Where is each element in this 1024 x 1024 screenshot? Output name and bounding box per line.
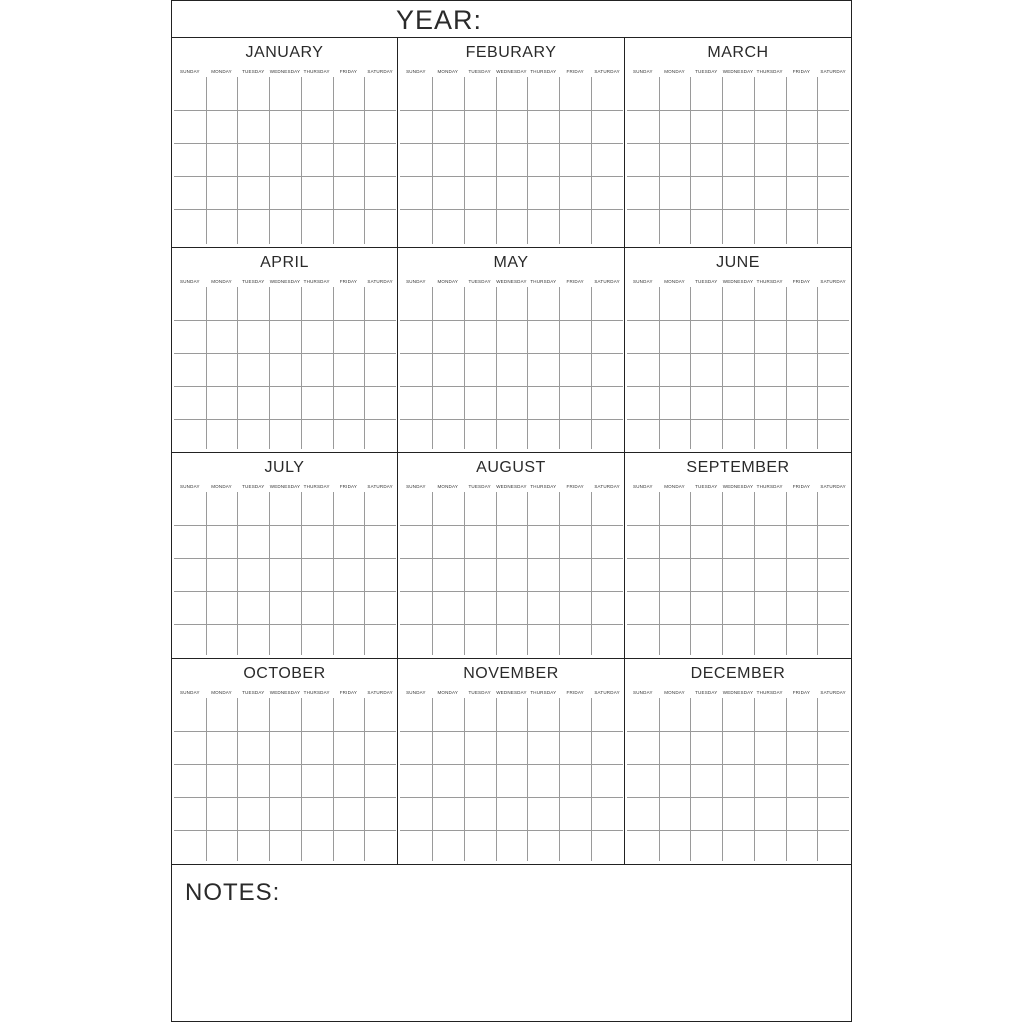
- grid-line: [400, 764, 623, 765]
- grid-line: [269, 492, 270, 655]
- weekday-header: TUESDAY: [695, 69, 718, 74]
- grid-line: [627, 320, 849, 321]
- grid-line: [269, 77, 270, 244]
- weekday-header: SATURDAY: [594, 279, 620, 284]
- weekday-header: FRIDAY: [792, 279, 811, 284]
- weekday-header: FRIDAY: [792, 69, 811, 74]
- month-name: AUGUST: [476, 459, 546, 476]
- weekday-header: FRIDAY: [566, 279, 584, 284]
- grid-line: [174, 353, 396, 354]
- month-name: JANUARY: [245, 44, 324, 61]
- grid-line: [627, 797, 849, 798]
- grid-line: [333, 77, 334, 244]
- month-september: [625, 453, 851, 659]
- weekday-header: SUNDAY: [180, 69, 200, 74]
- grid-line: [364, 287, 365, 449]
- weekday-header: SUNDAY: [180, 484, 200, 489]
- grid-line: [237, 287, 238, 449]
- weekday-header: FRIDAY: [566, 690, 584, 695]
- weekday-header: WEDNESDAY: [269, 484, 301, 489]
- grid-line: [400, 353, 623, 354]
- grid-line: [400, 386, 623, 387]
- weekday-header: FRIDAY: [792, 690, 811, 695]
- weekday-header: SUNDAY: [633, 279, 653, 284]
- grid-line: [174, 731, 396, 732]
- grid-line: [174, 419, 396, 420]
- grid-line: [754, 77, 755, 244]
- grid-line: [559, 492, 560, 655]
- weekday-header: FRIDAY: [339, 690, 358, 695]
- month-august: [398, 453, 625, 659]
- grid-line: [174, 176, 396, 177]
- weekday-header: SATURDAY: [820, 69, 846, 74]
- grid-line: [464, 77, 465, 244]
- notes-section: [172, 865, 851, 1021]
- grid-line: [400, 591, 623, 592]
- weekday-header: FRIDAY: [792, 484, 811, 489]
- grid-line: [496, 287, 497, 449]
- weekday-header: THURSDAY: [303, 690, 330, 695]
- grid-line: [627, 209, 849, 210]
- grid-line: [206, 287, 207, 449]
- grid-line: [754, 287, 755, 449]
- weekday-header: THURSDAY: [756, 484, 783, 489]
- weekday-header: WEDNESDAY: [496, 69, 527, 74]
- grid-line: [400, 110, 623, 111]
- grid-line: [627, 558, 849, 559]
- month-december: [625, 659, 851, 865]
- grid-line: [627, 386, 849, 387]
- grid-line: [817, 698, 818, 861]
- weekday-header: TUESDAY: [468, 279, 491, 284]
- grid-line: [690, 492, 691, 655]
- grid-line: [301, 492, 302, 655]
- month-may: [398, 248, 625, 453]
- grid-line: [174, 386, 396, 387]
- grid-line: [333, 698, 334, 861]
- grid-line: [591, 698, 592, 861]
- grid-line: [690, 77, 691, 244]
- month-name: JUNE: [716, 254, 760, 271]
- weekday-header: THURSDAY: [303, 484, 330, 489]
- grid-line: [301, 77, 302, 244]
- weekday-header: SUNDAY: [633, 69, 653, 74]
- weekday-header: SUNDAY: [180, 279, 200, 284]
- grid-line: [400, 209, 623, 210]
- grid-line: [174, 525, 396, 526]
- weekday-header: MONDAY: [211, 69, 232, 74]
- weekday-header: TUESDAY: [242, 484, 265, 489]
- weekday-header: SUNDAY: [406, 69, 426, 74]
- weekday-header: THURSDAY: [756, 279, 783, 284]
- grid-line: [722, 698, 723, 861]
- grid-line: [400, 176, 623, 177]
- grid-line: [591, 492, 592, 655]
- weekday-header: WEDNESDAY: [269, 69, 301, 74]
- weekday-header: THURSDAY: [530, 279, 557, 284]
- grid-line: [174, 143, 396, 144]
- weekday-header: SATURDAY: [594, 484, 620, 489]
- grid-line: [364, 492, 365, 655]
- month-feburary: [398, 38, 625, 248]
- weekday-header: MONDAY: [437, 279, 459, 284]
- weekday-header: THURSDAY: [303, 279, 330, 284]
- weekday-header: WEDNESDAY: [496, 484, 527, 489]
- grid-line: [627, 143, 849, 144]
- grid-line: [400, 731, 623, 732]
- weekday-header: THURSDAY: [530, 484, 557, 489]
- weekday-header: MONDAY: [664, 69, 685, 74]
- grid-line: [496, 77, 497, 244]
- weekday-header: MONDAY: [211, 690, 232, 695]
- weekday-header: SATURDAY: [594, 690, 620, 695]
- grid-line: [400, 143, 623, 144]
- grid-line: [786, 492, 787, 655]
- grid-line: [174, 591, 396, 592]
- grid-line: [722, 287, 723, 449]
- grid-line: [174, 110, 396, 111]
- notes-label: NOTES:: [185, 879, 281, 906]
- grid-line: [400, 419, 623, 420]
- grid-line: [400, 320, 623, 321]
- month-november: [398, 659, 625, 865]
- weekday-header: WEDNESDAY: [496, 690, 527, 695]
- grid-line: [237, 698, 238, 861]
- weekday-header: WEDNESDAY: [269, 690, 301, 695]
- weekday-header: TUESDAY: [468, 69, 491, 74]
- weekday-header: WEDNESDAY: [722, 690, 754, 695]
- grid-line: [627, 764, 849, 765]
- weekday-header: MONDAY: [437, 484, 459, 489]
- month-name: FEBURARY: [465, 44, 557, 61]
- grid-line: [174, 209, 396, 210]
- grid-line: [364, 77, 365, 244]
- weekday-header: TUESDAY: [468, 484, 491, 489]
- grid-line: [174, 624, 396, 625]
- weekday-header: TUESDAY: [695, 690, 718, 695]
- weekday-header: WEDNESDAY: [722, 69, 754, 74]
- weekday-header: WEDNESDAY: [722, 484, 754, 489]
- grid-line: [559, 698, 560, 861]
- weekday-header: SUNDAY: [180, 690, 200, 695]
- grid-line: [496, 492, 497, 655]
- weekday-header: TUESDAY: [468, 690, 491, 695]
- grid-line: [659, 77, 660, 244]
- weekday-header: THURSDAY: [530, 690, 557, 695]
- grid-line: [559, 77, 560, 244]
- year-label: YEAR:: [396, 5, 483, 35]
- grid-line: [237, 492, 238, 655]
- weekday-header: MONDAY: [211, 279, 232, 284]
- grid-line: [659, 698, 660, 861]
- weekday-header: THURSDAY: [303, 69, 330, 74]
- weekday-header: SATURDAY: [594, 69, 620, 74]
- year-row: [172, 1, 851, 38]
- weekday-header: THURSDAY: [756, 690, 783, 695]
- weekday-header: SATURDAY: [820, 690, 846, 695]
- grid-line: [432, 287, 433, 449]
- weekday-header: MONDAY: [664, 690, 685, 695]
- grid-line: [174, 797, 396, 798]
- grid-line: [754, 698, 755, 861]
- weekday-header: MONDAY: [211, 484, 232, 489]
- weekday-header: THURSDAY: [756, 69, 783, 74]
- grid-line: [527, 77, 528, 244]
- grid-line: [464, 492, 465, 655]
- grid-line: [786, 698, 787, 861]
- weekday-header: WEDNESDAY: [269, 279, 301, 284]
- grid-line: [432, 698, 433, 861]
- month-march: [625, 38, 851, 248]
- weekday-header: THURSDAY: [530, 69, 557, 74]
- weekday-header: FRIDAY: [566, 484, 584, 489]
- grid-line: [527, 287, 528, 449]
- weekday-header: FRIDAY: [339, 279, 358, 284]
- grid-line: [269, 287, 270, 449]
- weekday-header: SATURDAY: [820, 484, 846, 489]
- grid-line: [786, 77, 787, 244]
- grid-line: [206, 77, 207, 244]
- weekday-header: SUNDAY: [406, 279, 426, 284]
- grid-line: [400, 624, 623, 625]
- weekday-header: SUNDAY: [406, 484, 426, 489]
- weekday-header: MONDAY: [437, 69, 459, 74]
- grid-line: [432, 77, 433, 244]
- month-name: SEPTEMBER: [686, 459, 790, 476]
- grid-line: [627, 624, 849, 625]
- grid-line: [690, 698, 691, 861]
- weekday-header: SATURDAY: [367, 69, 393, 74]
- grid-line: [817, 492, 818, 655]
- month-october: [172, 659, 398, 865]
- month-april: [172, 248, 398, 453]
- weekday-header: SATURDAY: [367, 484, 393, 489]
- grid-line: [174, 830, 396, 831]
- month-name: JULY: [264, 459, 305, 476]
- grid-line: [174, 764, 396, 765]
- grid-line: [591, 287, 592, 449]
- weekday-header: SATURDAY: [367, 279, 393, 284]
- grid-line: [722, 492, 723, 655]
- weekday-header: FRIDAY: [566, 69, 584, 74]
- grid-line: [559, 287, 560, 449]
- grid-line: [364, 698, 365, 861]
- weekday-header: MONDAY: [437, 690, 459, 695]
- grid-line: [627, 525, 849, 526]
- grid-line: [754, 492, 755, 655]
- grid-line: [659, 492, 660, 655]
- month-july: [172, 453, 398, 659]
- grid-line: [400, 797, 623, 798]
- month-name: NOVEMBER: [463, 665, 559, 682]
- grid-line: [269, 698, 270, 861]
- weekday-header: TUESDAY: [695, 279, 718, 284]
- grid-line: [591, 77, 592, 244]
- weekday-header: MONDAY: [664, 484, 685, 489]
- grid-line: [301, 287, 302, 449]
- grid-line: [627, 176, 849, 177]
- grid-line: [627, 353, 849, 354]
- grid-line: [722, 77, 723, 244]
- grid-line: [627, 419, 849, 420]
- grid-line: [659, 287, 660, 449]
- month-january: [172, 38, 398, 248]
- weekday-header: WEDNESDAY: [496, 279, 527, 284]
- grid-line: [400, 558, 623, 559]
- grid-line: [690, 287, 691, 449]
- weekday-header: TUESDAY: [242, 69, 265, 74]
- grid-line: [174, 320, 396, 321]
- weekday-header: FRIDAY: [339, 69, 358, 74]
- grid-line: [333, 492, 334, 655]
- weekday-header: TUESDAY: [695, 484, 718, 489]
- grid-line: [627, 830, 849, 831]
- grid-line: [206, 698, 207, 861]
- weekday-header: SUNDAY: [633, 690, 653, 695]
- grid-line: [400, 830, 623, 831]
- grid-line: [464, 698, 465, 861]
- grid-line: [301, 698, 302, 861]
- grid-line: [496, 698, 497, 861]
- weekday-header: WEDNESDAY: [722, 279, 754, 284]
- weekday-header: TUESDAY: [242, 690, 265, 695]
- grid-line: [237, 77, 238, 244]
- months-grid: [172, 38, 851, 865]
- weekday-header: FRIDAY: [339, 484, 358, 489]
- weekday-header: SATURDAY: [367, 690, 393, 695]
- grid-line: [527, 698, 528, 861]
- grid-line: [174, 558, 396, 559]
- grid-line: [206, 492, 207, 655]
- grid-line: [627, 731, 849, 732]
- grid-line: [817, 77, 818, 244]
- grid-line: [432, 492, 433, 655]
- month-name: MARCH: [707, 44, 769, 61]
- grid-line: [817, 287, 818, 449]
- grid-line: [627, 591, 849, 592]
- month-june: [625, 248, 851, 453]
- weekday-header: SATURDAY: [820, 279, 846, 284]
- weekday-header: TUESDAY: [242, 279, 265, 284]
- grid-line: [333, 287, 334, 449]
- calendar-planner: [171, 0, 852, 1022]
- weekday-header: MONDAY: [664, 279, 685, 284]
- month-name: APRIL: [260, 254, 309, 271]
- month-name: DECEMBER: [690, 665, 786, 682]
- grid-line: [627, 110, 849, 111]
- month-name: OCTOBER: [243, 665, 326, 682]
- grid-line: [464, 287, 465, 449]
- month-name: MAY: [493, 254, 529, 271]
- grid-line: [786, 287, 787, 449]
- grid-line: [527, 492, 528, 655]
- grid-line: [400, 525, 623, 526]
- weekday-header: SUNDAY: [406, 690, 426, 695]
- weekday-header: SUNDAY: [633, 484, 653, 489]
